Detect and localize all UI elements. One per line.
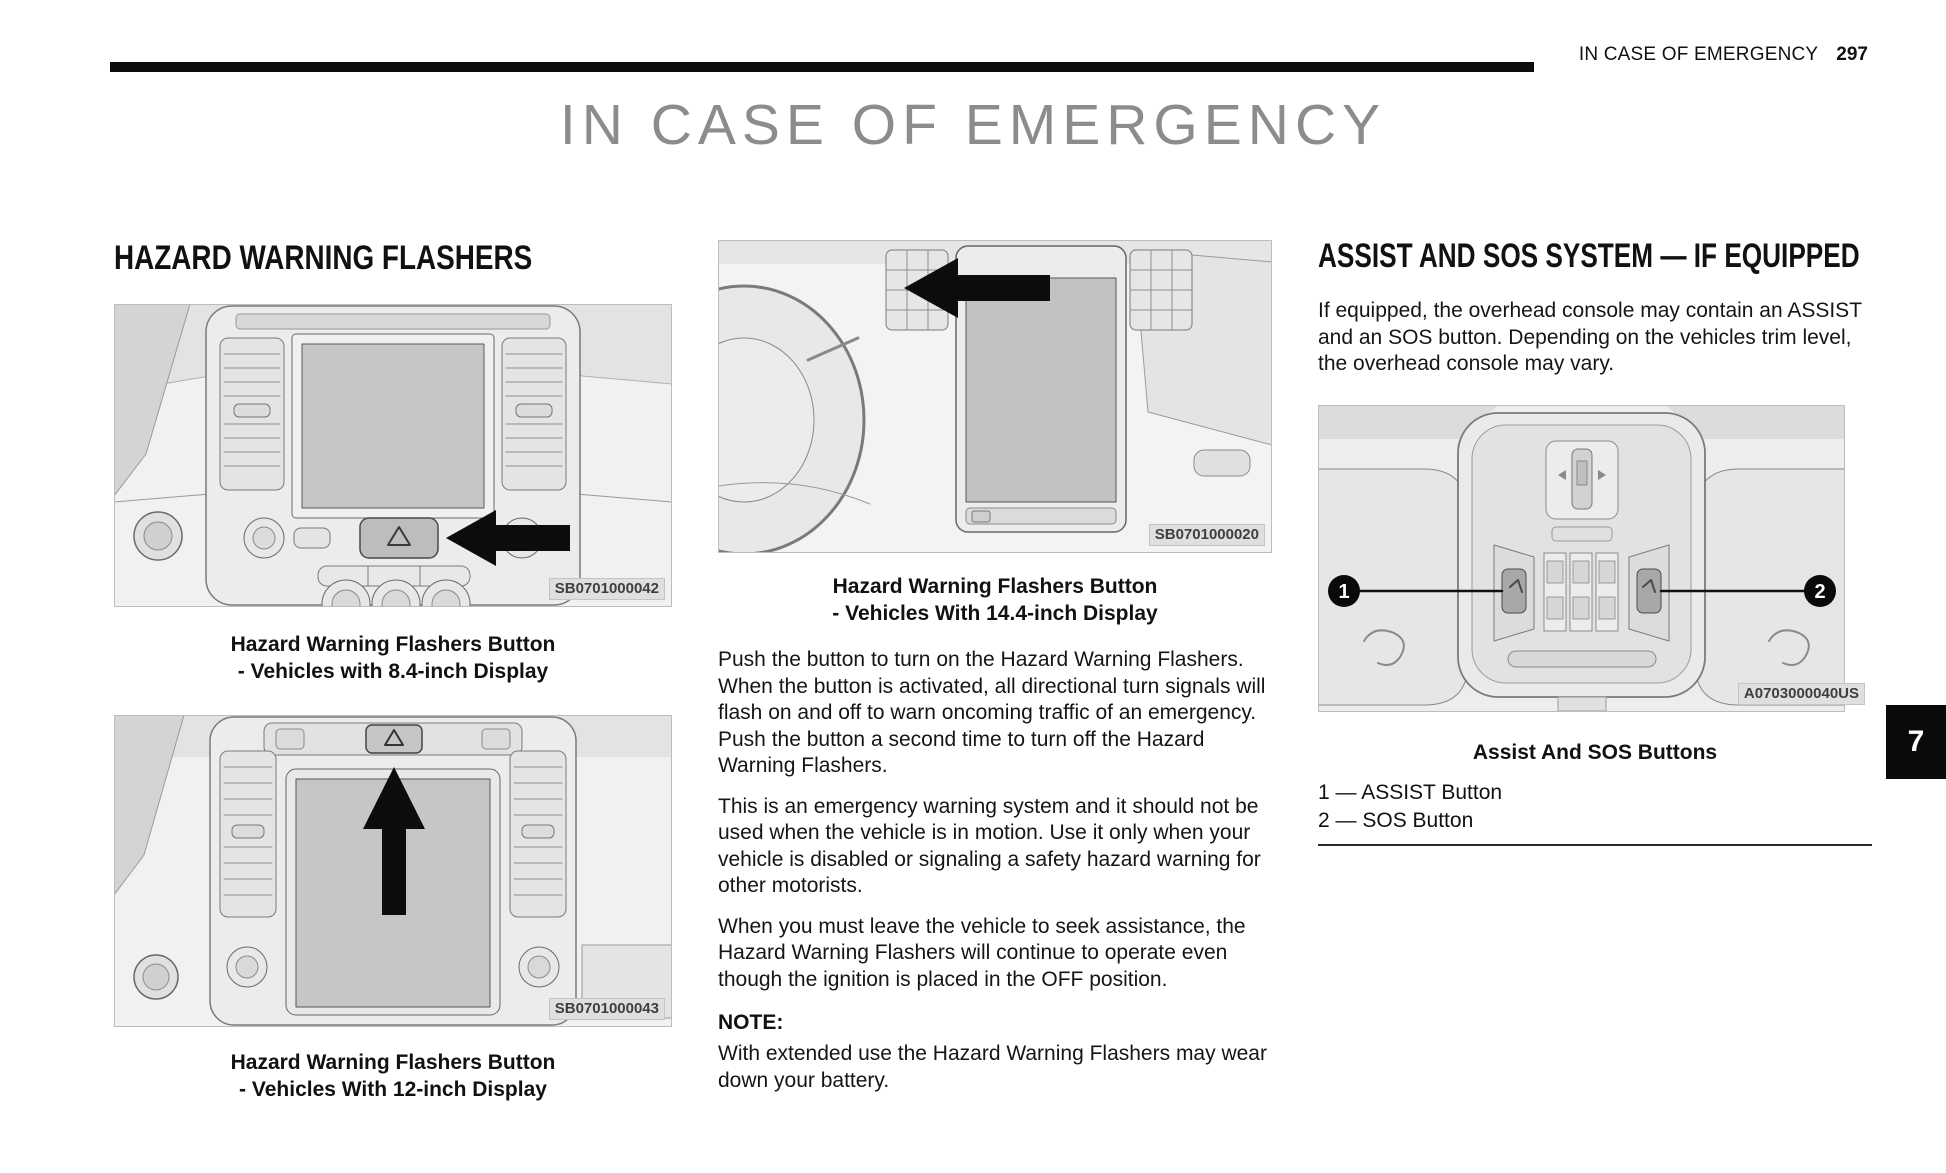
figure-caption-8-4: Hazard Warning Flashers Button - Vehicles with 8.4-inch Display <box>230 633 556 683</box>
legend-item-sos: 2 — SOS Button <box>1318 808 1474 832</box>
dashboard-12-illustration <box>114 715 672 1027</box>
header-rule <box>110 62 1534 72</box>
section-heading-hazard-flashers: HAZARD WARNING FLASHERS <box>114 239 533 277</box>
figure-code: SB0701000020 <box>1149 524 1265 546</box>
figure-hazard-12-display <box>114 715 672 1027</box>
touchscreen-14-4 <box>966 278 1116 502</box>
callout-2-badge <box>1804 575 1836 607</box>
assist-button <box>1494 545 1534 641</box>
dashboard-8-4-illustration <box>114 304 672 607</box>
paragraph-emergency-system: This is an emergency warning system and it should not be used when the vehicle is in motion. Use it only when your vehicle is disabled or signaling a safety hazard warning for other motorists. <box>718 794 1261 897</box>
paragraph-leave-vehicle: When you must leave the vehicle to seek assistance, the Hazard Warning Flashers will continue to operate even though the ignition is placed in the OFF position. <box>718 914 1246 991</box>
svg-text:2: 2 <box>1814 580 1826 603</box>
figure-code: SB0701000043 <box>549 998 665 1020</box>
middle-column <box>718 240 1272 1094</box>
overhead-console-illustration <box>1318 405 1845 712</box>
note-label: NOTE: <box>718 1011 784 1034</box>
right-air-vent <box>510 751 566 917</box>
figure-code: A0703000040US <box>1738 683 1865 705</box>
switch-banks <box>1544 553 1618 631</box>
right-air-vent <box>1130 250 1192 330</box>
callout-1-badge <box>1328 575 1360 607</box>
figure-caption-console: Assist And SOS Buttons <box>1472 740 1718 764</box>
right-air-vent <box>502 338 566 490</box>
touchscreen-8-4 <box>302 344 484 508</box>
left-air-vent <box>220 338 284 490</box>
left-air-vent <box>220 751 276 917</box>
sos-button <box>1629 545 1669 641</box>
figure-hazard-14-4-display <box>718 240 1272 553</box>
sunroof-switch <box>1546 441 1618 519</box>
legend-item-assist: 1 — ASSIST Button <box>1318 780 1503 804</box>
figure-overhead-console <box>1318 405 1872 712</box>
assist-sos-intro: If equipped, the overhead console may contain an ASSIST and an SOS button. Depending on the vehicles trim level, the overhead console may vary. <box>1318 299 1862 375</box>
right-column <box>1318 238 1872 846</box>
svg-text:1: 1 <box>1338 580 1350 603</box>
figure-hazard-8-4-display <box>114 304 672 607</box>
figure-caption-12: Hazard Warning Flashers Button - Vehicles With 12-inch Display <box>230 1051 556 1101</box>
figure-caption-14-4: Hazard Warning Flashers Button - Vehicles With 14.4-inch Display <box>832 575 1158 625</box>
figure-code: SB0701000042 <box>549 578 665 600</box>
hazard-button <box>366 725 422 753</box>
left-column <box>114 240 672 1103</box>
dashboard-14-4-illustration <box>718 240 1272 553</box>
note-text: With extended use the Hazard Warning Flashers may wear down your battery. <box>718 1042 1267 1092</box>
running-header-section: IN CASE OF EMERGENCY <box>1578 44 1819 65</box>
paragraph-push-button: Push the button to turn on the Hazard Warning Flashers. When the button is activated, all directional turn signals will flash on and off to warn oncoming traffic of an emergency. Push the button a second time to turn off the Hazard Warning Flashers. <box>718 648 1266 777</box>
hazard-button <box>360 518 438 558</box>
figure-legend <box>1318 779 1872 846</box>
running-header <box>1579 44 1868 66</box>
page-number: 297 <box>1836 44 1868 65</box>
section-heading-assist-sos: ASSIST AND SOS SYSTEM — IF EQUIPPED <box>1318 237 1860 275</box>
chapter-tab: 7 <box>1886 705 1946 779</box>
page-title: IN CASE OF EMERGENCY <box>559 93 1387 157</box>
legend-rule <box>1318 844 1872 846</box>
